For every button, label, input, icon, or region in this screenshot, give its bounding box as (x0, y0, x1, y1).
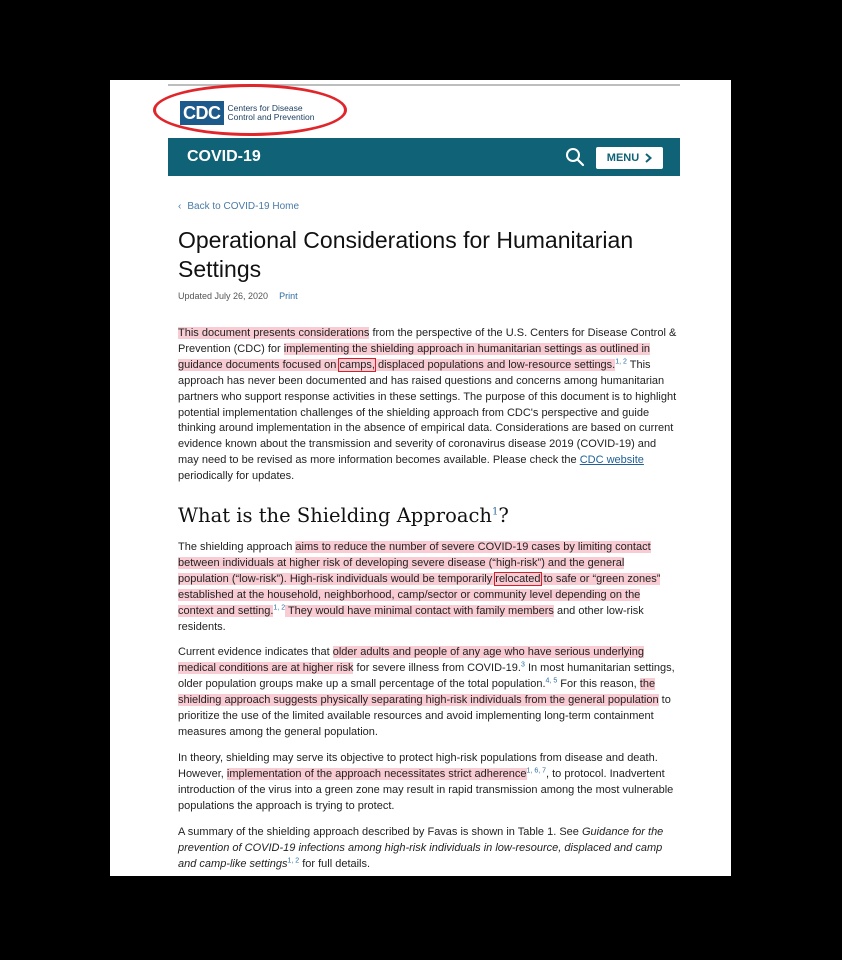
text-run: A summary of the shielding approach described by Favas is shown in Table 1. See (178, 826, 582, 838)
text-run: from the perspective of the U.S. Centers for Disease Control & Prevention (CDC) for (178, 327, 677, 355)
highlight: the shielding approach suggests physically separating high-risk individuals from the general population (178, 677, 659, 706)
shielding-paragraph-2 (178, 645, 678, 740)
text-run: periodically for updates. (178, 470, 295, 483)
back-link[interactable] (178, 201, 299, 212)
menu-button[interactable] (596, 147, 663, 169)
menu-label: MENU (606, 152, 640, 164)
highlight: implementing the shielding approach in humanitarian settings (283, 342, 583, 355)
highlight: as outlined in guidance documents focused on (178, 342, 651, 371)
boxed-word: camps, (339, 358, 375, 371)
shielding-paragraph-3 (178, 751, 678, 815)
highlight: This document presents considerations (178, 327, 370, 339)
citation[interactable]: 1, 2 (287, 857, 300, 865)
chevron-left-icon: ‹ (178, 201, 182, 212)
page-meta (178, 291, 298, 301)
intro-paragraph (178, 326, 678, 485)
updated-date: Updated July 26, 2020 (178, 291, 269, 301)
topic-navbar (168, 138, 680, 176)
highlight: older adults and people of any age who have serious underlying medical conditions are at higher risk (178, 646, 644, 674)
text-run: for full details. (299, 857, 371, 870)
highlight: implementation of the approach necessitates strict adherence (226, 767, 527, 780)
logo-abbr: CDC (180, 101, 224, 125)
document-page (110, 80, 731, 876)
highlight: to safe or “green zones” established at the household, neighborhood, camp/sector or community level depending on the context and setting. (178, 572, 661, 617)
text-run: Current evidence indicates that (178, 646, 333, 658)
citation[interactable]: 1 (491, 506, 499, 518)
citation[interactable]: 3 (520, 661, 525, 669)
text-run: and other low-risk residents. (178, 604, 644, 633)
logo-line1: Centers for Disease (227, 103, 303, 113)
text-run: for severe illness from COVID-19. (353, 661, 521, 674)
chevron-right-icon (645, 153, 652, 163)
annotation-circle (153, 84, 347, 136)
search-icon[interactable] (565, 147, 585, 167)
text-run: For this reason, (557, 677, 640, 690)
heading-text: What is the Shielding Approach (178, 504, 492, 527)
highlight: aims to reduce the number of severe COVID-19 cases by limiting contact between individuals at higher risk of developing severe disease (“high-risk”) and the general population (“low-risk”). High-risk individuals would be temporarily (178, 541, 651, 585)
text-run: In most humanitarian settings, older population groups make up a small percentage of the total population. (178, 661, 675, 690)
text-run: In theory, shielding may serve its objective to protect high-risk populations from disease and death. However, (178, 752, 658, 780)
section-heading (178, 504, 509, 527)
boxed-word: relocated (495, 572, 541, 585)
logo-line2: Control and Prevention (227, 112, 315, 122)
highlight: They would have minimal contact with family members (285, 604, 554, 617)
nav-title[interactable]: COVID-19 (187, 148, 261, 165)
text-run: , to protocol. Inadvertent introduction of the virus into a green zone may result in rapid transmission among the most vulnerable populations the approach is trying to protect. (178, 767, 674, 812)
text-run: to prioritize the use of the limited available resources and avoid implementing long-term containment measures among the general population. (178, 693, 671, 738)
text-run: This approach has never been documented and has raised questions and concerns among humanitarian partners who support response activities in these settings. The purpose of this document is to highlight potential implementation challenges of the shielding approach from CDC's perspective and guide thinking around implementation in the absence of empirical data. Considerations are based on current evidence known about the transmission and severity of coronavirus disease 2019 (COVID-19) and may need to be revised as more information becomes available. Please check the (178, 358, 677, 467)
citation[interactable]: 1, 2 (615, 358, 627, 366)
heading-end: ? (498, 504, 509, 527)
citation[interactable]: 4, 5 (545, 677, 558, 685)
highlight: displaced populations and low-resource settings. (374, 358, 616, 371)
citation[interactable]: 1, 2 (273, 603, 286, 611)
text-run: The shielding approach (178, 541, 296, 553)
cdc-website-link[interactable]: CDC website (579, 454, 644, 467)
shielding-paragraph-1 (178, 540, 678, 635)
shielding-paragraph-4 (178, 825, 678, 873)
print-link[interactable]: Print (279, 291, 298, 301)
guidance-title: Guidance for the prevention of COVID-19 infections among high-risk individuals in low-resource, displaced and camp and camp-like settings (178, 826, 664, 870)
citation[interactable]: 1, 6, 7 (526, 767, 547, 775)
back-link-label: Back to COVID-19 Home (187, 201, 300, 212)
page-title: Operational Considerations for Humanitarian Settings (178, 227, 634, 282)
